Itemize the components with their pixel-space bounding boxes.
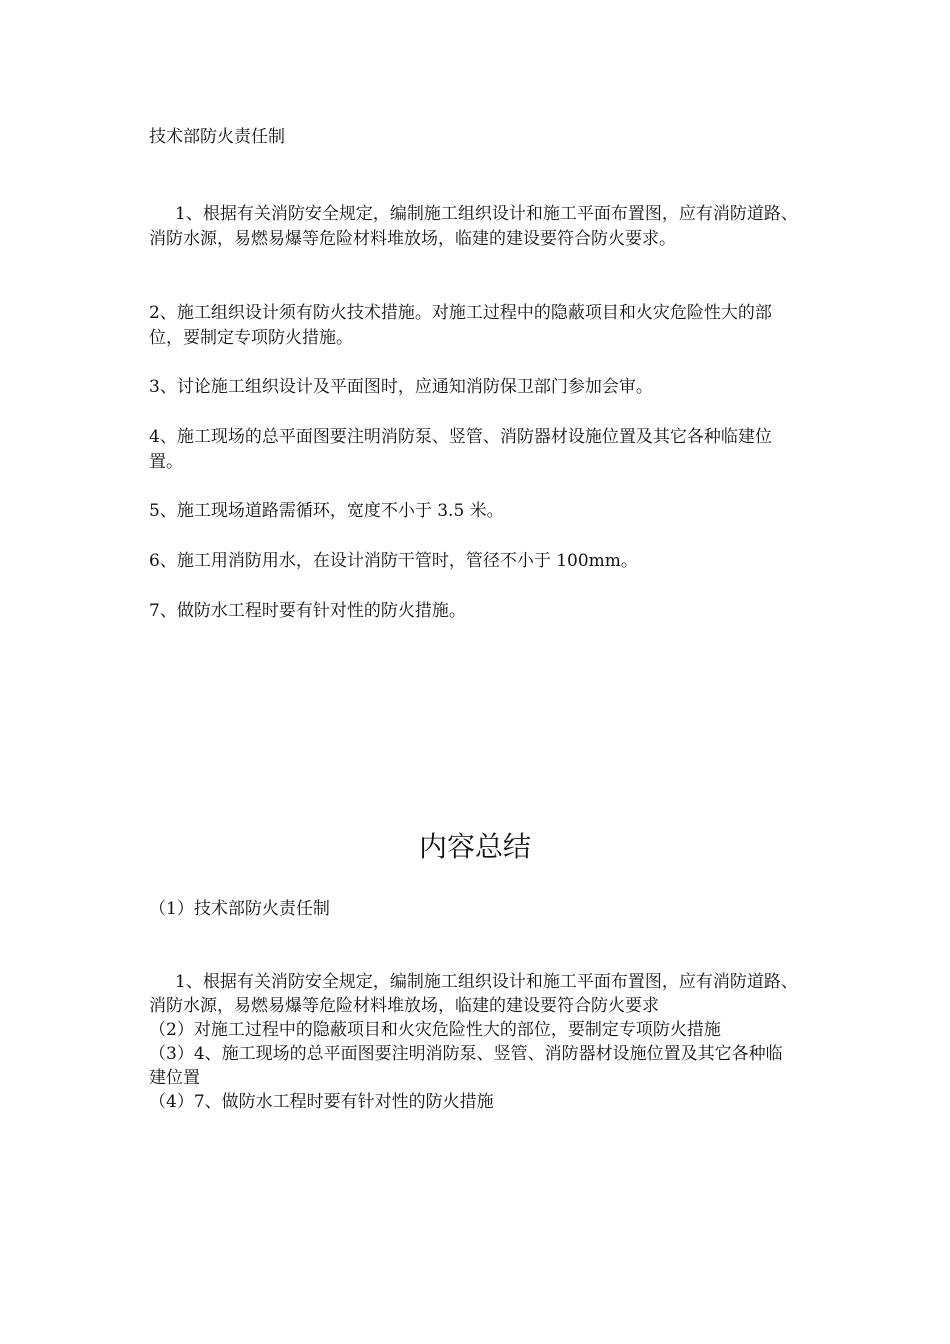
document-title: 技术部防火责任制 [149,127,285,147]
summary-item-4: （4）7、做防水工程时要有针对性的防火措施 [149,1092,494,1112]
summary-item-1: 1、根据有关消防安全规定，编制施工组织设计和施工平面布置图，应有消防道路、消防水源，易燃易爆等危险材料堆放场，临建的建设要符合防火要求 [149,972,798,1016]
summary-item-2: （2）对施工过程中的隐蔽项目和火灾危险性大的部位，要制定专项防火措施 [149,1020,721,1040]
paragraph-4: 4、施工现场的总平面图要注明消防泵、竖管、消防器材设施位置及其它各种临建位置。 [149,427,772,472]
summary-item-3: （3）4、施工现场的总平面图要注明消防泵、竖管、消防器材设施位置及其它各种临建位置 [149,1044,783,1088]
paragraph-7: 7、做防水工程时要有针对性的防火措施。 [149,601,466,621]
paragraph-6: 6、施工用消防用水，在设计消防干管时，管径不小于 100mm。 [149,551,638,571]
summary-heading: 内容总结 [418,830,531,863]
summary-body [149,970,799,1114]
summary-subtitle: （1）技术部防火责任制 [149,899,330,919]
paragraph-1: 1、根据有关消防安全规定，编制施工组织设计和施工平面布置图，应有消防道路、消防水源，易燃易爆等危险材料堆放场，临建的建设要符合防火要求。 [149,204,798,249]
paragraph-5: 5、施工现场道路需循环，宽度不小于 3.5 米。 [149,501,504,521]
paragraph-2: 2、施工组织设计须有防火技术措施。对施工过程中的隐蔽项目和火灾危险性大的部位，要制定专项防火措施。 [149,303,772,348]
paragraph-3: 3、讨论施工组织设计及平面图时，应通知消防保卫部门参加会审。 [149,377,653,397]
